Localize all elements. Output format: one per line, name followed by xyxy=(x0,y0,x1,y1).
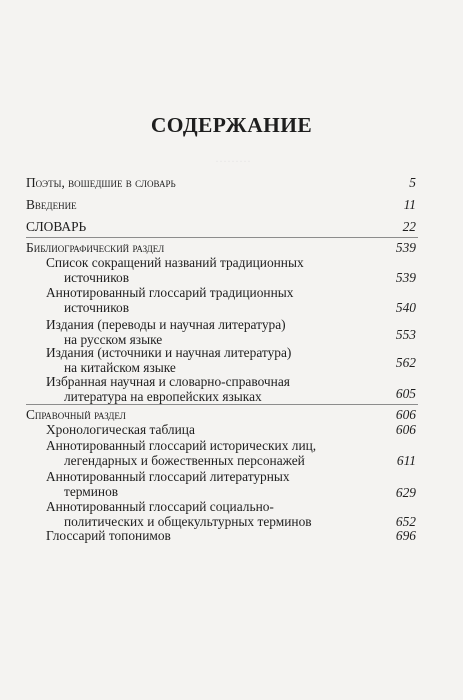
toc-entry-title: СЛОВАРЬ xyxy=(26,219,87,234)
toc-entry-title: Справочный раздел xyxy=(26,407,126,422)
toc-entry-title: Поэты, вошедшие в словарь xyxy=(26,175,176,190)
toc-entry-title: Аннотированный глоссарий социально- политических и общекультурных терминов xyxy=(46,499,312,529)
toc-entry-page: 562 xyxy=(395,355,416,370)
toc-entry-page: 605 xyxy=(395,386,416,401)
section-divider xyxy=(26,404,418,405)
toc-entry-page: 22 xyxy=(402,219,416,234)
toc-entry-title: Издания (переводы и научная литература) на русском языке xyxy=(46,317,286,347)
toc-entry-title: Аннотированный глоссарий традиционных источников xyxy=(46,285,294,315)
toc-entry-page: 540 xyxy=(395,299,416,315)
bleed-through-text: ········· xyxy=(215,154,251,168)
toc-entry-page: 611 xyxy=(396,453,416,468)
toc-entry-page: 652 xyxy=(395,513,416,529)
toc-entry-title: Введение xyxy=(26,197,77,212)
toc-entry-title: Список сокращений названий традиционных источников xyxy=(46,255,304,285)
toc-entry-title: Библиографический раздел xyxy=(26,240,165,255)
toc-entry-page: 539 xyxy=(395,240,416,255)
toc-entry-title: Аннотированный глоссарий исторических лиц, легендарных и божественных персонажей xyxy=(46,438,317,468)
toc-entry-title: Глоссарий топонимов xyxy=(46,528,171,543)
toc-entry-page: 606 xyxy=(395,407,416,422)
page-title: СОДЕРЖАНИЕ xyxy=(150,113,313,137)
toc-entry-page: 606 xyxy=(395,422,416,437)
toc-entry-page: 696 xyxy=(395,528,416,543)
toc-entry-page: 629 xyxy=(395,485,416,500)
toc-entry-title: Избранная научная и словарно-справочная литература на европейских языках xyxy=(46,374,290,404)
section-divider xyxy=(26,237,418,238)
toc-entry-title: Хронологическая таблица xyxy=(46,422,195,437)
toc-entry-page: 539 xyxy=(395,269,416,285)
toc-entry-page: 5 xyxy=(409,175,416,190)
toc-entry-title: Издания (источники и научная литература) на китайском языке xyxy=(46,345,292,375)
toc-entry-page: 11 xyxy=(403,197,416,212)
toc-entry-page: 553 xyxy=(395,327,416,342)
toc-entry-title: Аннотированный глоссарий литературных терминов xyxy=(46,469,290,499)
